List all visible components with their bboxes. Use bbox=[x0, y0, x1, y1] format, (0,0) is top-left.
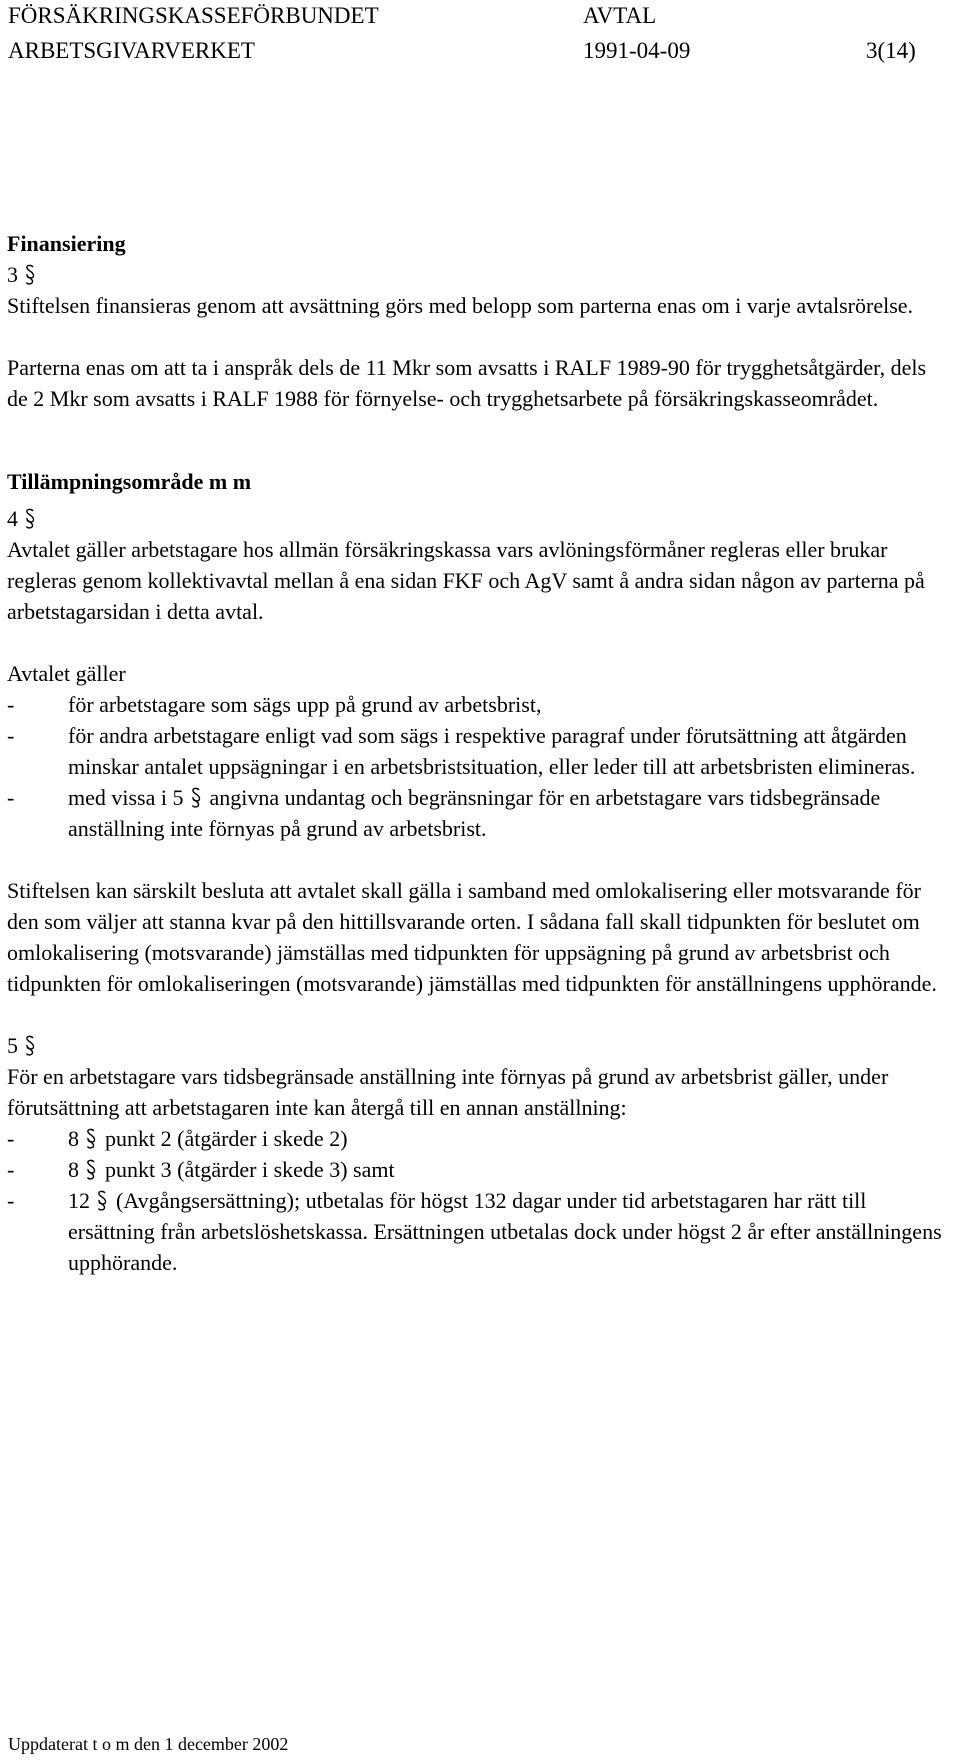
list-item: - för andra arbetstagare enligt vad som sägs i respektive paragraf under förutsättning att åtgärden minskar antalet uppsägningar i en arbetsbristsituation, eller leder till att arbetsbristen elimineras. bbox=[7, 723, 916, 779]
paragraph-stiftelsen: Stiftelsen kan särskilt besluta att avtalet skall gälla i samband med omlokalisering eller motsvarande för den som väljer att stanna kvar på den hittillsvarande orten. I sådana fall skall tidpunkten för beslutet om omlokalisering (motsvarande) jämställas med tidpunkten för uppsägning på grund av arbetsbrist och tidpunkten för omlokaliseringen (motsvarande) jämställas med tidpunkten för anställningens upphörande. bbox=[7, 878, 937, 996]
list-item: - 8 punkt 2 (åtgärder i skede 2) bbox=[7, 1123, 952, 1154]
section-symbol-icon bbox=[24, 1030, 38, 1057]
header-org2: ARBETSGIVARVERKET bbox=[8, 38, 255, 63]
document-body bbox=[7, 228, 952, 1278]
list-item: - 8 punkt 3 (åtgärder i skede 3) samt bbox=[7, 1154, 952, 1185]
header-date: 1991-04-09 bbox=[583, 38, 691, 63]
header-org1: FÖRSÄKRINGSKASSEFÖRBUNDET bbox=[8, 3, 379, 28]
section-symbol-icon bbox=[85, 1154, 99, 1181]
paragraph-5-text: För en arbetstagare vars tidsbegränsade anställning inte förnyas på grund av arbetsbrist gäller, under förutsättning att arbetstagaren inte kan återgå till en annan anställning: bbox=[7, 1064, 889, 1120]
paragraph-4-text: Avtalet gäller arbetstagare hos allmän försäkringskassa vars avlöningsförmåner regleras eller brukar regleras genom kollektivavtal mellan å ena sidan FKF och AgV samt å andra sidan någon av parterna på arbetstagarsidan i detta avtal. bbox=[7, 537, 925, 624]
section-symbol-icon bbox=[85, 1123, 99, 1150]
paragraph-number-4: 4 bbox=[7, 503, 952, 534]
paragraph-number-5: 5 bbox=[7, 1030, 952, 1061]
header-doc-type: AVTAL bbox=[583, 3, 657, 28]
list-item: - för arbetstagare som sägs upp på grund av arbetsbrist, bbox=[7, 692, 542, 717]
section-symbol-icon bbox=[190, 782, 204, 809]
header-page-number: 3(14) bbox=[866, 38, 916, 63]
footer-updated: Uppdaterat t o m den 1 december 2002 bbox=[8, 1734, 289, 1754]
list-item: - med vissa i 5 angivna undantag och begränsningar för en arbetstagare vars tidsbegränsade anställning inte förnyas på grund av arbetsbrist. bbox=[7, 782, 952, 844]
applicability-list bbox=[7, 689, 952, 844]
avtalet-galler-label: Avtalet gäller bbox=[7, 661, 126, 686]
paragraph-parterna: Parterna enas om att ta i anspråk dels de 11 Mkr som avsatts i RALF 1989-90 för trygghetsåtgärder, dels de 2 Mkr som avsatts i RALF 1988 för förnyelse- och trygghetsarbete på försäkringskasseområdet. bbox=[7, 355, 927, 411]
section-symbol-icon bbox=[24, 259, 38, 286]
section-symbol-icon bbox=[96, 1185, 110, 1212]
list-item: - 12 (Avgångsersättning); utbetalas för högst 132 dagar under tid arbetstagaren har rätt till ersättning från arbetslöshetskassa. Ersättningen utbetalas dock under högst 2 år efter anställningens upphörande. bbox=[7, 1185, 952, 1278]
heading-finansiering: Finansiering bbox=[7, 231, 126, 256]
paragraph-3-text: Stiftelsen finansieras genom att avsättning görs med belopp som parterna enas om i varje avtalsrörelse. bbox=[7, 293, 914, 318]
heading-tillampningsomrade: Tillämpningsområde m m bbox=[7, 469, 252, 494]
section-symbol-icon bbox=[24, 503, 38, 530]
paragraph-number-3: 3 bbox=[7, 259, 952, 290]
benefits-list bbox=[7, 1123, 952, 1278]
